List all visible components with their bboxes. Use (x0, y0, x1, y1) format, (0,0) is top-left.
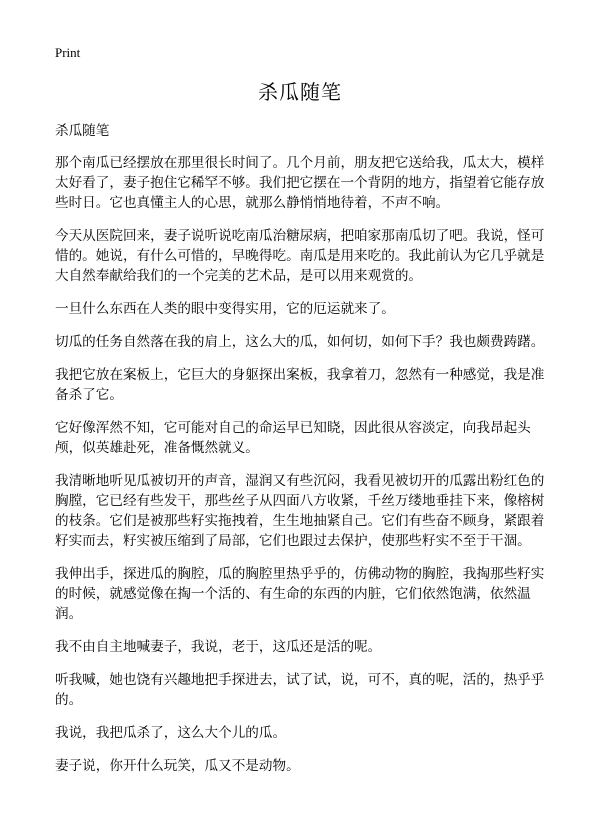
article-body (55, 121, 546, 789)
paragraph-11: 我说，我把瓜杀了，这么大个儿的瓜。 (55, 725, 287, 741)
print-link[interactable]: Print (55, 45, 81, 60)
paragraph-6: 它好像浑然不知，它可能对自己的命运早已知晓，因此很从容淡定，向我昂起头颅，似英雄赴死，准备慨然就义。 (55, 420, 531, 456)
paragraph-4: 切瓜的任务自然落在我的肩上，这么大的瓜，如何切，如何下手？我也颇费踌躇。 (55, 334, 545, 350)
page-title: 杀瓜随笔 (258, 80, 342, 104)
paragraph-7: 我清晰地听见瓜被切开的声音，湿润又有些沉闷，我看见被切开的瓜露出粉红色的胸膛，它已经有些发干，那些丝子从四面八方收紧，千丝万缕地垂挂下来，像榕树的枝条。它们是被那些籽实拖拽着，生生地抽紧自己。它们有些奋不顾身，紧跟着籽实而去，籽实被压缩到了局部，它们也跟过去保护，使那些籽实不至于干涸。 (55, 473, 545, 549)
paragraph-2: 今天从医院回来，妻子说听说吃南瓜治糖尿病，把咱家那南瓜切了吧。我说，怪可惜的。她说，有什么可惜的，早晚得吃。南瓜是用来吃的。我此前认为它几乎就是大自然奉献给我们的一个完美的艺术品，是可以用来观赏的。 (55, 228, 545, 284)
paragraph-3: 一旦什么东西在人类的眼中变得实用，它的厄运就来了。 (55, 301, 395, 317)
article-subtitle: 杀瓜随笔 (55, 123, 110, 139)
paragraph-10: 听我喊，她也饶有兴趣地把手探进去，试了试，说，可不，真的呢，活的，热乎乎的。 (55, 672, 545, 708)
paragraph-5: 我把它放在案板上，它巨大的身躯探出案板，我拿着刀，忽然有一种感觉，我是准备杀了它。 (55, 367, 545, 403)
paragraph-1: 那个南瓜已经摆放在那里很长时间了。几个月前，朋友把它送给我，瓜太大，模样太好看了，妻子抱住它稀罕不够。我们把它摆在一个背阴的地方，指望着它能存放些时日。它也真懂主人的心思，就那么静悄悄地待着，不声不响。 (55, 155, 545, 211)
paragraph-12: 妻子说，你开什么玩笑，瓜又不是动物。 (55, 758, 300, 774)
paragraph-8: 我伸出手，探进瓜的胸腔，瓜的胸腔里热乎乎的，仿佛动物的胸腔，我掏那些籽实的时候，就感觉像在掏一个活的、有生命的东西的内脏，它们依然饱满，依然温润。 (55, 566, 545, 622)
paragraph-9: 我不由自主地喊妻子，我说，老于，这瓜还是活的呢。 (55, 639, 382, 655)
